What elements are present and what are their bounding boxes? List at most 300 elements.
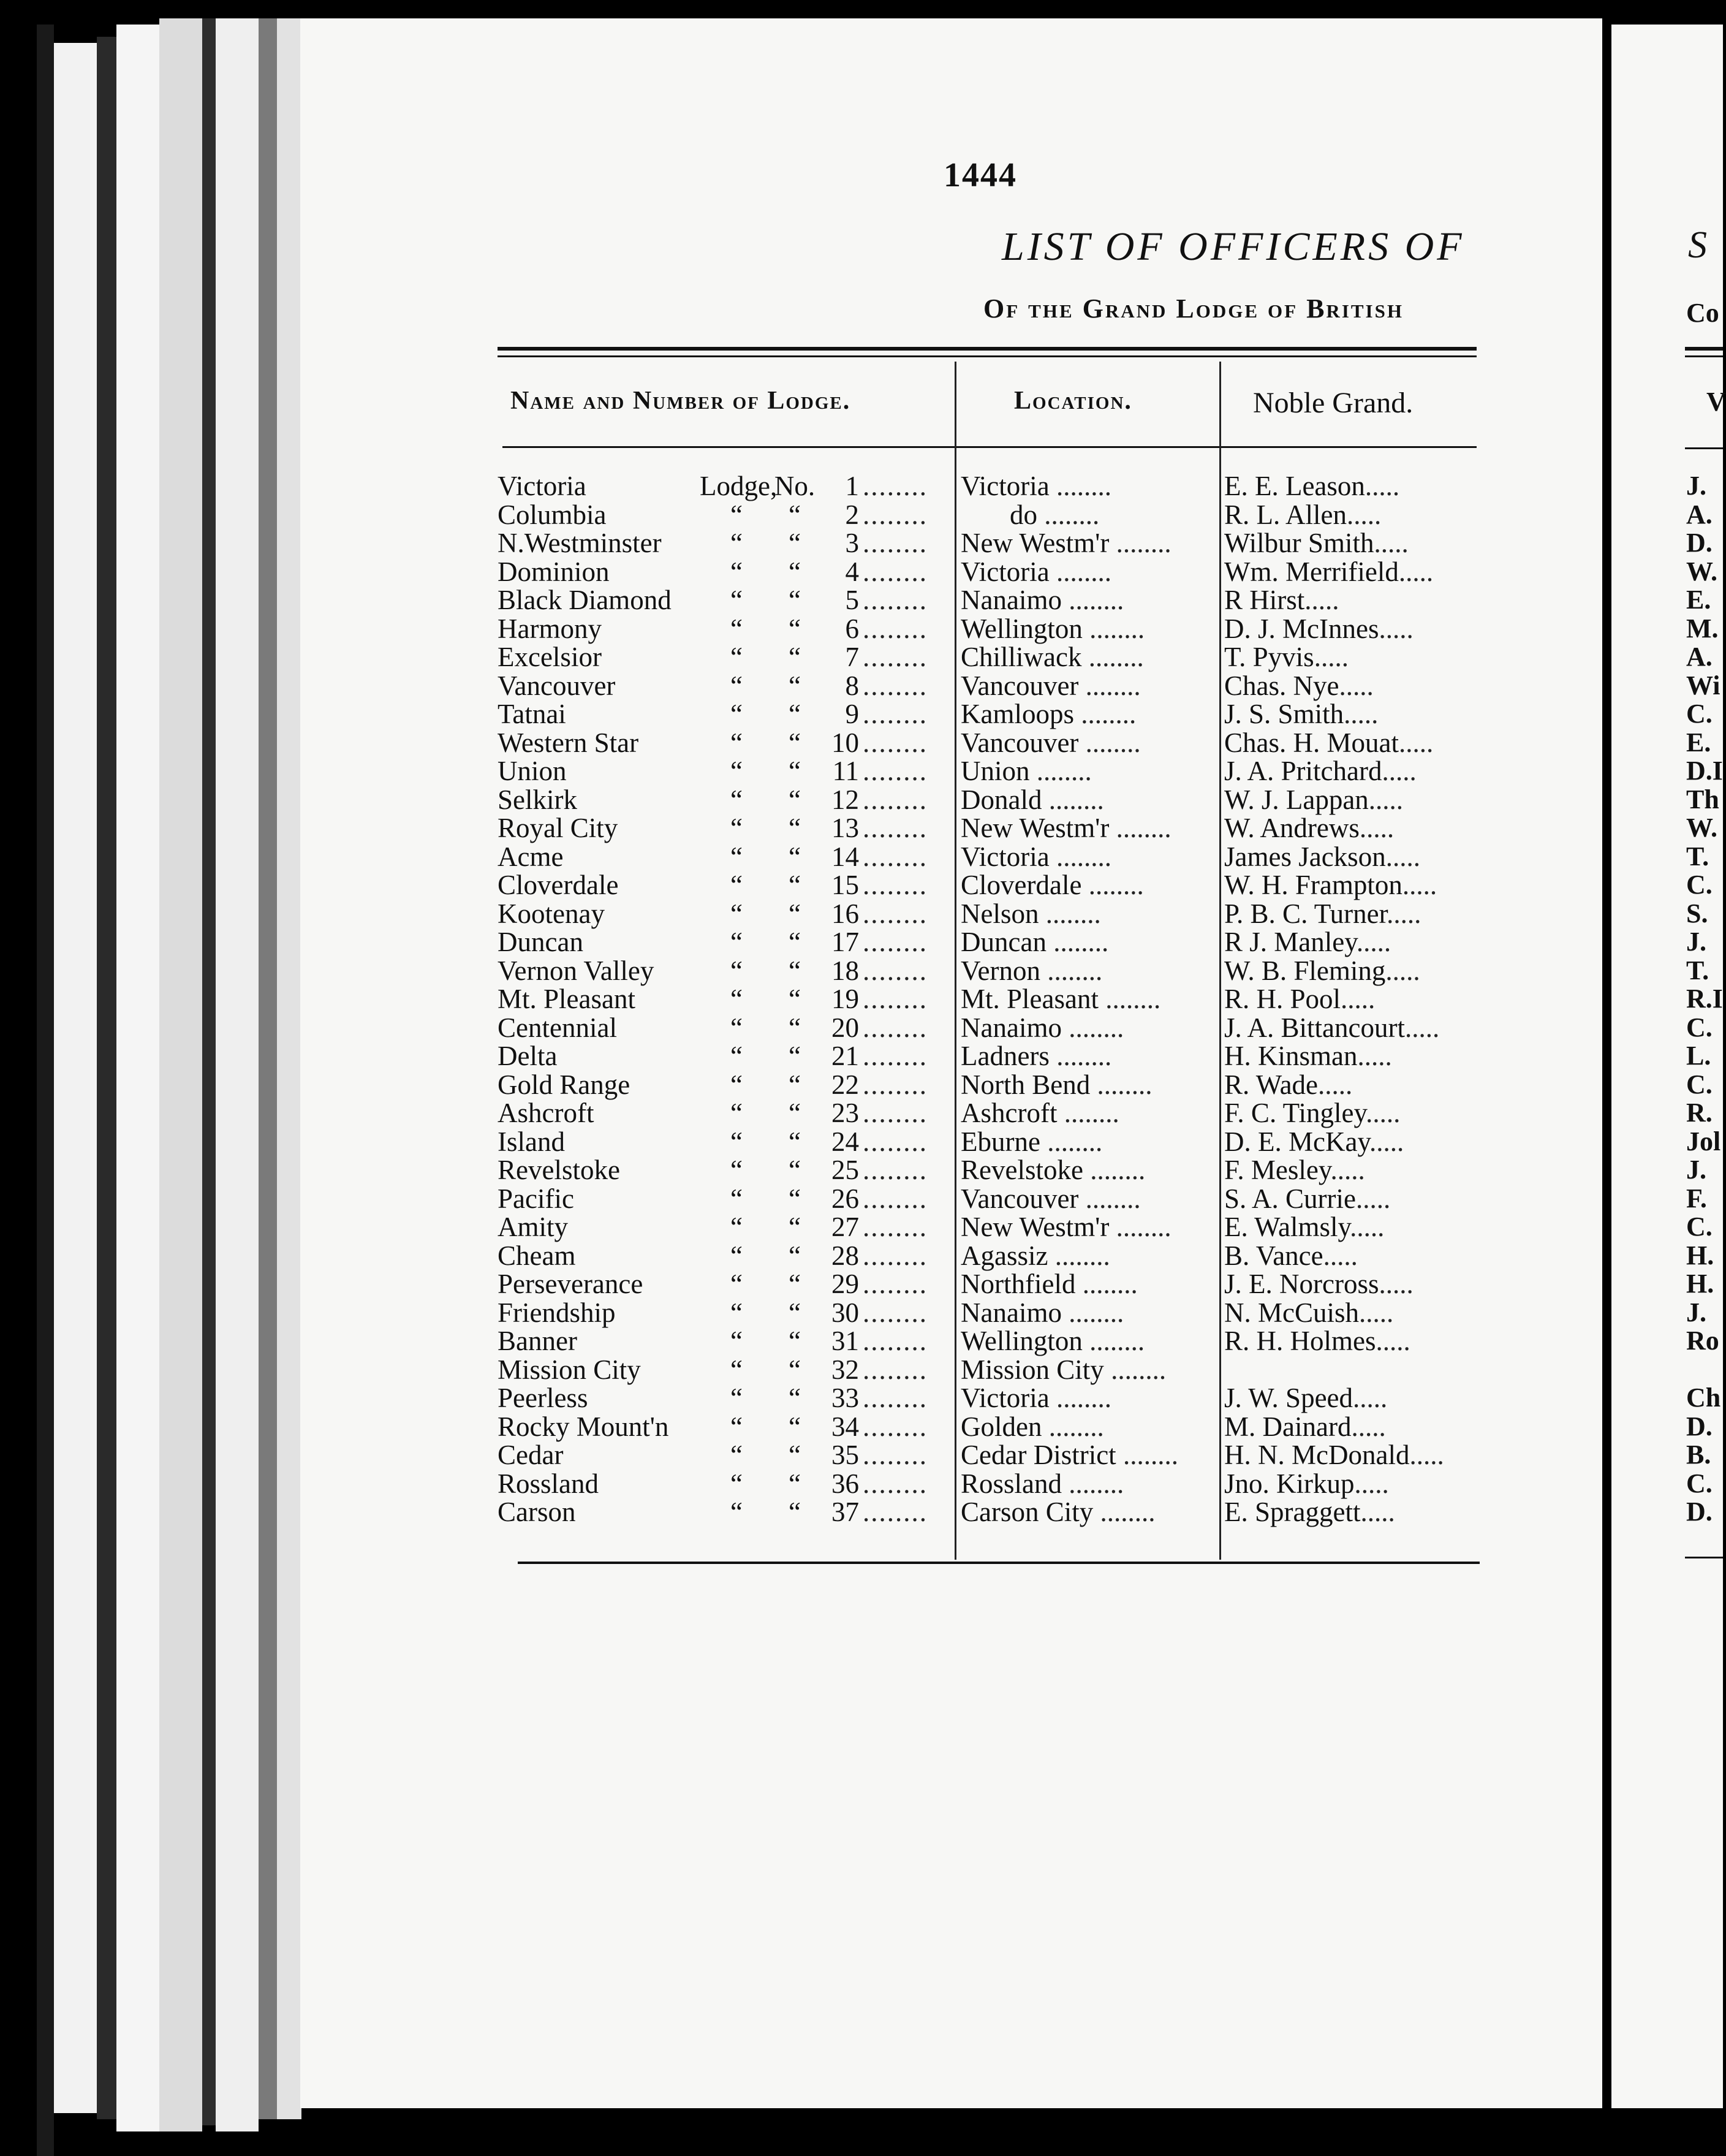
- leader-dots: ........: [863, 528, 928, 558]
- page-stack-edge: [54, 43, 97, 2113]
- lodge-name: Dominion: [498, 556, 610, 587]
- table-row: [1224, 1071, 1482, 1099]
- ditto-mark: “: [730, 955, 743, 986]
- leader-dots: ........: [1093, 1497, 1156, 1527]
- table-row: [1224, 1470, 1482, 1498]
- ditto-mark: “: [789, 642, 801, 672]
- page-subheading: Of the Grand Lodge of British: [983, 294, 1404, 324]
- lodge-location: Duncan: [961, 927, 1047, 957]
- lodge-number: 26: [831, 1183, 859, 1214]
- noble-grand-name: S. A. Currie: [1224, 1183, 1357, 1214]
- table-row: [498, 1128, 951, 1156]
- lodge-location: Rossland: [961, 1468, 1062, 1499]
- right-line-fragment: L.: [1686, 1041, 1711, 1071]
- ditto-mark: “: [730, 841, 743, 872]
- table-row: [1224, 672, 1482, 700]
- noble-grand-name: E. E. Leason: [1224, 471, 1365, 501]
- ditto-mark: “: [789, 727, 801, 758]
- leader-dots: ........: [863, 1183, 928, 1214]
- right-line-fragment: C.: [1686, 870, 1713, 900]
- leader-dots: .....: [1330, 1155, 1365, 1185]
- lodge-name: Cloverdale: [498, 870, 619, 900]
- column-header-name: Name and Number of Lodge.: [510, 387, 851, 415]
- lodge-number: 8: [845, 670, 859, 701]
- leader-dots: ........: [863, 471, 928, 501]
- lodge-number: 6: [845, 613, 859, 644]
- noble-grand-name: D. E. McKay: [1224, 1126, 1370, 1157]
- ditto-mark: “: [730, 670, 743, 701]
- lodge-location: Mt. Pleasant: [961, 984, 1099, 1014]
- lodge-number: 15: [831, 870, 859, 900]
- noble-grand-name: W. Andrews: [1224, 813, 1360, 843]
- ditto-mark: “: [730, 1497, 743, 1527]
- noble-grand-name: J. E. Norcross: [1224, 1269, 1379, 1299]
- leader-dots: .....: [1356, 927, 1391, 957]
- leader-dots: ........: [1029, 756, 1092, 786]
- lodge-number: 25: [831, 1155, 859, 1185]
- leader-dots: .....: [1359, 1297, 1394, 1328]
- lodge-location: Vancouver: [961, 727, 1079, 758]
- table-row: [1224, 928, 1482, 957]
- lodge-number: 9: [845, 699, 859, 729]
- table-row: [498, 1213, 951, 1242]
- ditto-mark: “: [789, 1497, 801, 1527]
- lodge-number: 13: [831, 813, 859, 843]
- page-stack-edge: [216, 18, 259, 2131]
- column-divider: [955, 362, 956, 1560]
- table-row: [1224, 472, 1482, 501]
- right-line-fragment: Th: [1686, 784, 1719, 814]
- lodge-location: Kamloops: [961, 699, 1074, 729]
- noble-grand-name: J. A. Bittancourt: [1224, 1012, 1405, 1043]
- lodge-name: Ashcroft: [498, 1098, 594, 1128]
- leader-dots: ........: [863, 642, 928, 672]
- leader-dots: ........: [863, 1212, 928, 1242]
- leader-dots: ........: [1116, 1440, 1178, 1470]
- lodge-location: Cedar District: [961, 1440, 1116, 1470]
- column-header-location: Location.: [1014, 387, 1132, 415]
- leader-dots: .....: [1341, 984, 1376, 1014]
- table-row: [961, 1470, 1218, 1498]
- noble-grand-name: N. McCuish: [1224, 1297, 1360, 1328]
- lodge-name: Excelsior: [498, 642, 602, 672]
- noble-grand-name: Chas. Nye: [1224, 670, 1339, 701]
- table-row: [1224, 1270, 1482, 1299]
- ditto-mark: “: [789, 870, 801, 900]
- table-row: [498, 985, 951, 1014]
- ditto-mark: “: [789, 1411, 801, 1442]
- right-line-fragment: H.: [1686, 1240, 1714, 1270]
- ditto-mark: “: [730, 499, 743, 530]
- leader-dots: ........: [863, 1126, 928, 1157]
- leader-dots: .....: [1387, 898, 1421, 929]
- table-row: [961, 1384, 1218, 1413]
- ditto-mark: “: [730, 870, 743, 900]
- lodge-location: Golden: [961, 1411, 1042, 1442]
- lodge-location: Carson City: [961, 1497, 1094, 1527]
- leader-dots: ........: [1061, 1012, 1124, 1043]
- table-row: [498, 1299, 951, 1327]
- leader-dots: ........: [1042, 784, 1104, 815]
- table-row: [1224, 1042, 1482, 1071]
- ditto-mark: “: [730, 1098, 743, 1128]
- column-header-rule: [502, 446, 1477, 448]
- lodge-location: Chilliwack: [961, 642, 1082, 672]
- lodge-name: N.Westminster: [498, 528, 662, 558]
- header-rule-thick: [498, 347, 1477, 351]
- right-page-fragment: [1611, 25, 1726, 2108]
- table-row: [961, 957, 1218, 985]
- ditto-mark: “: [730, 1069, 743, 1100]
- lodge-name: Rocky Mount'n: [498, 1411, 669, 1442]
- ditto-mark: “: [730, 1012, 743, 1043]
- table-row: [1224, 1327, 1482, 1356]
- table-row: [498, 928, 951, 957]
- table-row: [1224, 1356, 1482, 1384]
- ditto-mark: “: [730, 1297, 743, 1328]
- table-row: [498, 957, 951, 985]
- lodge-location: Nelson: [961, 898, 1039, 929]
- ditto-mark: “: [789, 1440, 801, 1470]
- table-row: [1224, 643, 1482, 672]
- table-row: [961, 871, 1218, 900]
- leader-dots: ........: [1109, 528, 1171, 558]
- lodge-location: Vancouver: [961, 670, 1079, 701]
- right-line-fragment: D.: [1686, 528, 1713, 558]
- leader-dots: ........: [1082, 613, 1145, 644]
- ditto-mark: “: [730, 727, 743, 758]
- lodge-name: Black Diamond: [498, 585, 672, 615]
- table-row: [1224, 757, 1482, 786]
- noble-grand-name: J. A. Pritchard: [1224, 756, 1382, 786]
- table-row: [961, 1327, 1218, 1356]
- ditto-mark: “: [789, 1326, 801, 1356]
- leader-dots: ........: [1042, 1411, 1104, 1442]
- table-row: [1224, 501, 1482, 530]
- table-row: [498, 871, 951, 900]
- ditto-mark: “: [789, 1155, 801, 1185]
- noble-grand-name: W. J. Lappan: [1224, 784, 1369, 815]
- noble-grand-name: H. N. McDonald: [1224, 1440, 1410, 1470]
- leader-dots: ........: [863, 984, 928, 1014]
- leader-dots: ........: [1040, 1126, 1103, 1157]
- leader-dots: ........: [1109, 813, 1171, 843]
- lodge-number: 31: [831, 1326, 859, 1356]
- leader-dots: .....: [1398, 556, 1434, 587]
- table-row: [961, 843, 1218, 871]
- table-row: [498, 1413, 951, 1441]
- right-line-fragment: D.: [1686, 1497, 1713, 1527]
- table-row: [961, 1014, 1218, 1042]
- noble-grand-name: T. Pyvis: [1224, 642, 1314, 672]
- page-number: 1444: [944, 156, 1017, 194]
- table-row: [961, 472, 1218, 501]
- lodge-number: 33: [831, 1383, 859, 1413]
- header-rule-thin: [498, 355, 1477, 357]
- leader-dots: ........: [863, 898, 928, 929]
- leader-dots: .....: [1314, 642, 1349, 672]
- leader-dots: ........: [1049, 471, 1111, 501]
- lodge-name: Amity: [498, 1212, 569, 1242]
- table-row: [1224, 1128, 1482, 1156]
- lodge-name: Carson: [498, 1497, 576, 1527]
- noble-grand-name: P. B. C. Turner: [1224, 898, 1387, 929]
- ditto-mark: “: [789, 898, 801, 929]
- lodge-location: Ashcroft: [961, 1098, 1058, 1128]
- leader-dots: .....: [1404, 1012, 1440, 1043]
- leader-dots: ........: [863, 1326, 928, 1356]
- noble-grand-name: J. W. Speed: [1224, 1383, 1353, 1413]
- ditto-mark: “: [730, 528, 743, 558]
- leader-dots: .....: [1385, 955, 1420, 986]
- leader-dots: ........: [863, 1012, 928, 1043]
- right-column-rule: [1685, 447, 1723, 449]
- lodge-location: Donald: [961, 784, 1042, 815]
- leader-dots: ........: [1049, 841, 1111, 872]
- lodge-location: Revelstoke: [961, 1155, 1083, 1185]
- table-row: [1224, 1099, 1482, 1128]
- leader-dots: ........: [863, 1354, 928, 1385]
- table-row: [961, 900, 1218, 928]
- table-row: [1224, 1156, 1482, 1185]
- page-stack-edge: [116, 25, 159, 2131]
- table-row: [961, 1213, 1218, 1242]
- table-row: [1224, 1413, 1482, 1441]
- ditto-mark: “: [730, 927, 743, 957]
- lodge-location: Northfield: [961, 1269, 1076, 1299]
- leader-dots: ........: [1061, 585, 1124, 615]
- lodge-name: Union: [498, 756, 567, 786]
- page-stack-edge: [159, 18, 202, 2131]
- lodge-location: Ladners: [961, 1041, 1050, 1071]
- noble-grand-name: R. H. Holmes: [1224, 1326, 1376, 1356]
- table-row: [1224, 1014, 1482, 1042]
- page-stack-shadow: [97, 37, 116, 2119]
- right-line-fragment: T.: [1686, 955, 1709, 985]
- right-line-fragment: T.: [1686, 841, 1709, 871]
- right-page-lines: [1686, 472, 1723, 1527]
- right-column-fragment: V: [1706, 387, 1726, 417]
- lodge-location: Victoria: [961, 841, 1050, 872]
- ditto-mark: “: [789, 841, 801, 872]
- right-line-fragment: R.: [1686, 1098, 1713, 1128]
- leader-dots: .....: [1376, 1326, 1410, 1356]
- table-row: [961, 700, 1218, 729]
- leader-dots: ........: [863, 1155, 928, 1185]
- ditto-mark: “: [789, 1468, 801, 1499]
- lodge-name: Banner: [498, 1326, 577, 1356]
- noble-grand-name: W. B. Fleming: [1224, 955, 1386, 986]
- leader-dots: ........: [1075, 1269, 1138, 1299]
- noble-grand-name: J. S. Smith: [1224, 699, 1344, 729]
- right-line-fragment: C.: [1686, 1012, 1713, 1042]
- ditto-mark: “: [730, 984, 743, 1014]
- noble-grand-name: M. Dainard: [1224, 1411, 1352, 1442]
- right-line-fragment: J.: [1686, 471, 1706, 501]
- noble-grand-name: Jno. Kirkup: [1224, 1468, 1355, 1499]
- table-row: [961, 757, 1218, 786]
- table-row: [961, 729, 1218, 757]
- right-line-fragment: C.: [1686, 1468, 1713, 1498]
- leader-dots: .....: [1339, 670, 1374, 701]
- table-row: [961, 1128, 1218, 1156]
- ditto-mark: “: [789, 1041, 801, 1071]
- leader-dots: .....: [1359, 813, 1395, 843]
- lodge-name: Friendship: [498, 1297, 616, 1328]
- lodge-name-column: [498, 472, 951, 1527]
- table-row: [1224, 957, 1482, 985]
- lodge-location: Cloverdale: [961, 870, 1082, 900]
- ditto-mark: “: [789, 613, 801, 644]
- ditto-mark: “: [730, 1411, 743, 1442]
- table-row: [498, 558, 951, 586]
- ditto-mark: “: [789, 1069, 801, 1100]
- right-bottom-rule: [1685, 1557, 1723, 1558]
- right-line-fragment: F.: [1686, 1183, 1707, 1213]
- ditto-mark: Lodge,: [700, 471, 778, 501]
- table-row: [1224, 786, 1482, 814]
- ditto-mark: “: [730, 1468, 743, 1499]
- lodge-location: New Westm'r: [961, 528, 1110, 558]
- lodge-number: 32: [831, 1354, 859, 1385]
- table-row: [961, 1356, 1218, 1384]
- table-bottom-rule: [518, 1562, 1480, 1564]
- lodge-name: Delta: [498, 1041, 558, 1071]
- right-line-fragment: C.: [1686, 1212, 1713, 1242]
- right-line-fragment: M.: [1686, 613, 1719, 643]
- table-row: [961, 1270, 1218, 1299]
- leader-dots: ........: [1062, 1468, 1124, 1499]
- lodge-name: Columbia: [498, 499, 607, 530]
- leader-dots: ........: [1090, 1069, 1153, 1100]
- right-line-fragment: D.: [1686, 1411, 1713, 1441]
- right-line-fragment: J.: [1686, 1155, 1706, 1185]
- lodge-number: 29: [831, 1269, 859, 1299]
- lodge-number: 24: [831, 1126, 859, 1157]
- right-subheading-fragment: Co: [1686, 298, 1719, 328]
- ditto-mark: “: [730, 898, 743, 929]
- table-row: [961, 1099, 1218, 1128]
- lodge-number: 5: [845, 585, 859, 615]
- ditto-mark: “: [789, 927, 801, 957]
- ditto-mark: “: [789, 499, 801, 530]
- lodge-location: Wellington: [961, 613, 1083, 644]
- ditto-mark: “: [730, 556, 743, 587]
- lodge-name: Kootenay: [498, 898, 605, 929]
- ditto-mark: No.: [774, 471, 816, 501]
- ditto-mark: “: [730, 756, 743, 786]
- lodge-location: New Westm'r: [961, 1212, 1110, 1242]
- lodge-name: Vernon Valley: [498, 955, 654, 986]
- lodge-location: Victoria: [961, 471, 1050, 501]
- leader-dots: ........: [863, 1069, 928, 1100]
- right-line-fragment: [1686, 1356, 1723, 1384]
- leader-dots: ........: [1049, 556, 1111, 587]
- right-line-fragment: C.: [1686, 1069, 1713, 1099]
- leader-dots: .....: [1379, 1269, 1414, 1299]
- lodge-name: Cedar: [498, 1440, 564, 1470]
- ditto-mark: “: [789, 1126, 801, 1157]
- table-row: [1224, 843, 1482, 871]
- leader-dots: .....: [1379, 613, 1414, 644]
- table-row: [961, 1299, 1218, 1327]
- lodge-number: 7: [845, 642, 859, 672]
- lodge-number: 16: [831, 898, 859, 929]
- table-row: [498, 501, 951, 530]
- table-row: [498, 757, 951, 786]
- ditto-mark: “: [730, 1041, 743, 1071]
- lodge-name: Tatnai: [498, 699, 566, 729]
- lodge-location: Nanaimo: [961, 1297, 1062, 1328]
- leader-dots: ........: [863, 499, 928, 530]
- lodge-number: 30: [831, 1297, 859, 1328]
- noble-grand-name: James Jackson: [1224, 841, 1386, 872]
- right-line-fragment: J.: [1686, 1297, 1706, 1327]
- leader-dots: ........: [1037, 499, 1100, 530]
- ditto-mark: “: [789, 1269, 801, 1299]
- table-row: [961, 786, 1218, 814]
- right-line-fragment: J.: [1686, 927, 1706, 957]
- table-row: [961, 1441, 1218, 1470]
- ditto-mark: “: [730, 1155, 743, 1185]
- table-row: [498, 843, 951, 871]
- lodge-name: Harmony: [498, 613, 602, 644]
- noble-grand-name: R. L. Allen: [1224, 499, 1347, 530]
- leader-dots: ........: [863, 699, 928, 729]
- right-line-fragment: R.I: [1686, 984, 1723, 1014]
- lodge-number: 35: [831, 1440, 859, 1470]
- ditto-mark: “: [789, 984, 801, 1014]
- leader-dots: ........: [863, 841, 928, 872]
- lodge-number: 22: [831, 1069, 859, 1100]
- table-row: [1224, 814, 1482, 843]
- leader-dots: .....: [1351, 1411, 1386, 1442]
- leader-dots: .....: [1353, 1383, 1388, 1413]
- leader-dots: ........: [1061, 1297, 1124, 1328]
- lodge-location: Mission City: [961, 1354, 1104, 1385]
- right-line-fragment: C.: [1686, 699, 1713, 729]
- lodge-name: Pacific: [498, 1183, 574, 1214]
- lodge-number: 18: [831, 955, 859, 986]
- lodge-number: 14: [831, 841, 859, 872]
- right-rule-thick: [1685, 347, 1723, 351]
- lodge-name: Mission City: [498, 1354, 641, 1385]
- lodge-number: 10: [831, 727, 859, 758]
- table-row: [1224, 529, 1482, 558]
- noble-grand-name: H. Kinsman: [1224, 1041, 1358, 1071]
- lodge-name: Gold Range: [498, 1069, 630, 1100]
- table-row: [498, 1185, 951, 1213]
- leader-dots: ........: [863, 556, 928, 587]
- leader-dots: ........: [863, 1240, 928, 1271]
- leader-dots: ........: [1083, 1155, 1146, 1185]
- ditto-mark: “: [730, 585, 743, 615]
- leader-dots: .....: [1347, 499, 1382, 530]
- lodge-number: 34: [831, 1411, 859, 1442]
- leader-dots: ........: [1078, 727, 1141, 758]
- noble-grand-name: Wilbur Smith: [1224, 528, 1374, 558]
- noble-grand-name: R J. Manley: [1224, 927, 1357, 957]
- lodge-location: Vernon: [961, 955, 1040, 986]
- lodge-location: Victoria: [961, 1383, 1050, 1413]
- table-row: [498, 1099, 951, 1128]
- ditto-mark: “: [730, 1183, 743, 1214]
- leader-dots: ........: [863, 955, 928, 986]
- table-row: [498, 1042, 951, 1071]
- lodge-location: do: [1010, 499, 1037, 530]
- right-line-fragment: D.I: [1686, 756, 1723, 786]
- leader-dots: ........: [1039, 898, 1101, 929]
